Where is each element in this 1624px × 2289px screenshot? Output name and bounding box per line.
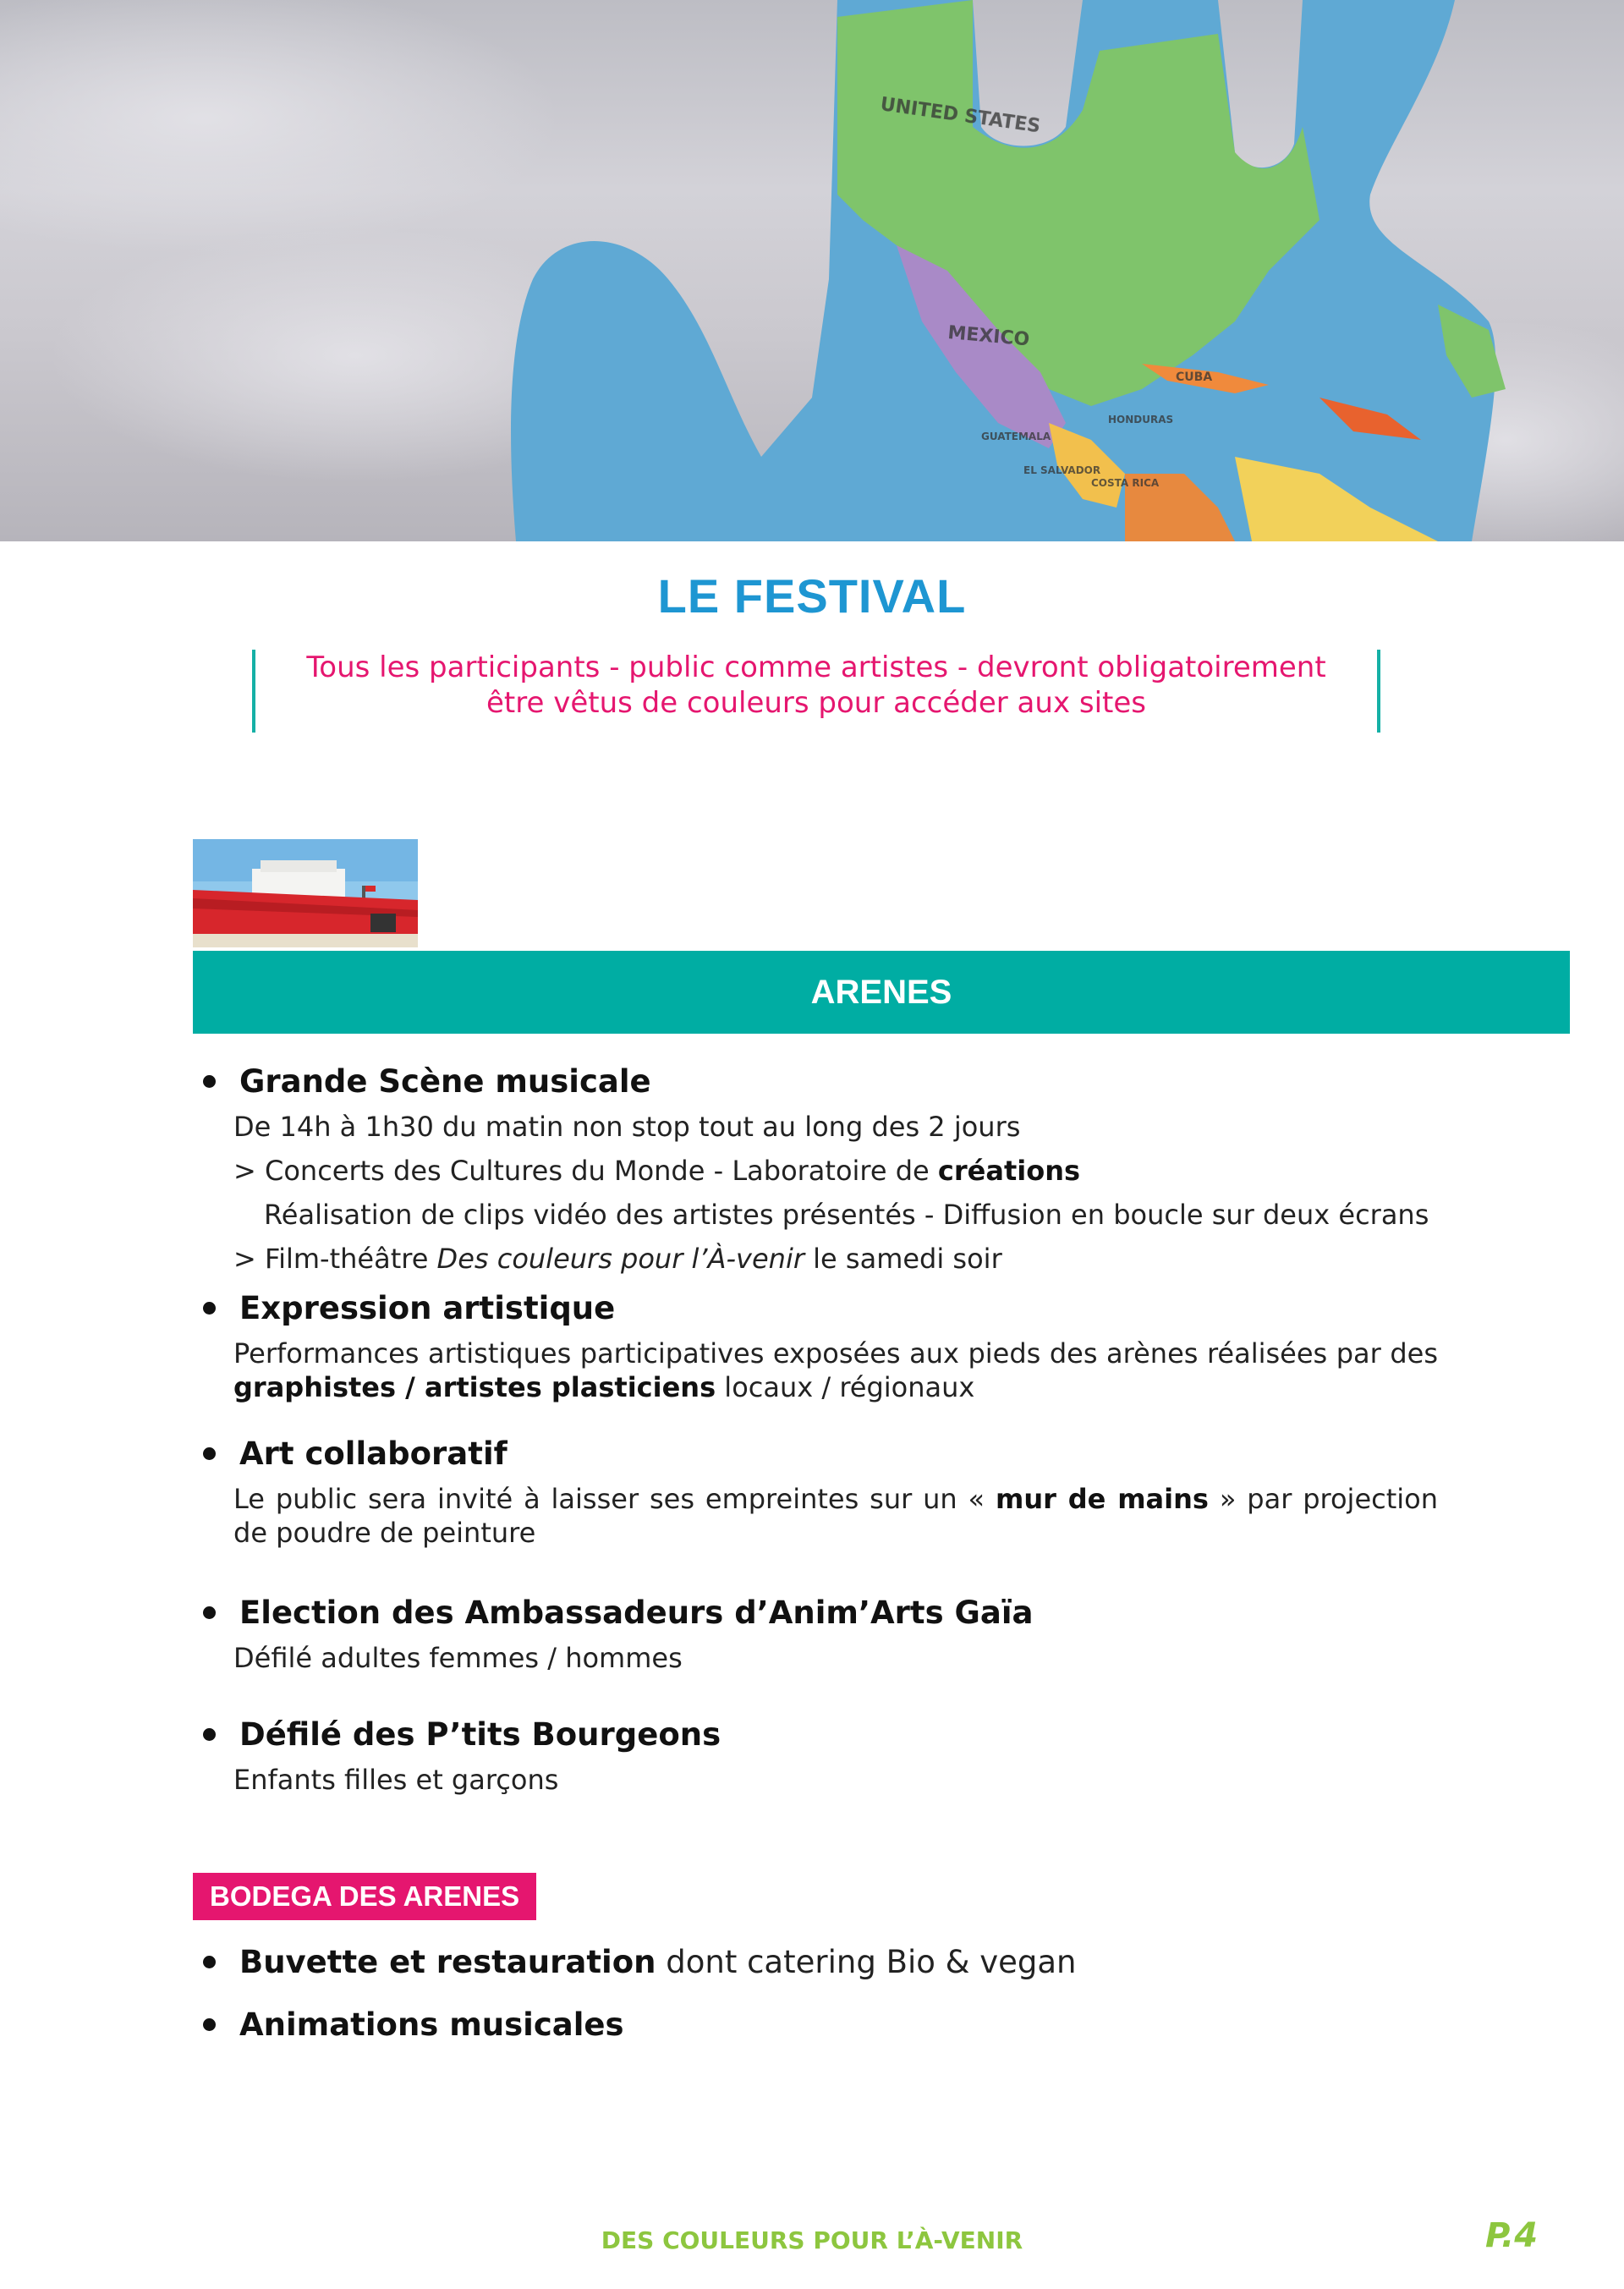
arenes-section-header: ARENES xyxy=(193,951,1570,1034)
bullet-icon xyxy=(203,1728,216,1741)
map-label-el-salvador: EL SALVADOR xyxy=(1023,464,1101,476)
bullet-icon xyxy=(203,2018,216,2031)
arena-photo xyxy=(193,839,418,947)
arenes-item-defile-ptits-bourgeons xyxy=(195,1714,1438,1797)
map-label-honduras: HONDURAS xyxy=(1108,414,1174,425)
arenes-item-election-ambassadeurs xyxy=(195,1592,1438,1675)
map-label-mexico: MEXICO xyxy=(946,322,1031,351)
bullet-icon xyxy=(203,1075,216,1088)
bold-text: Buvette et restauration xyxy=(239,1943,656,1980)
bullet-icon xyxy=(203,1606,216,1619)
item-heading: Expression artistique xyxy=(239,1289,616,1326)
item-text: Défilé adultes femmes / hommes xyxy=(233,1642,683,1674)
item-heading: Election des Ambassadeurs d’Anim’Arts Gaïa xyxy=(239,1594,1034,1631)
bodega-section-badge: BODEGA DES ARENES xyxy=(193,1873,536,1920)
intro-line-2: être vêtus de couleurs pour accéder aux sites xyxy=(486,686,1146,720)
intro-quote xyxy=(252,650,1380,733)
arenes-item-art-collaboratif xyxy=(195,1433,1438,1550)
map-label-cuba: CUBA xyxy=(1176,371,1213,384)
map-label-costa-rica: COSTA RICA xyxy=(1091,477,1160,489)
page-number: P.4 xyxy=(1485,2216,1539,2255)
bold-text: graphistes / artistes plasticiens xyxy=(233,1371,716,1403)
bodega-item-buvette: Buvette et restauration dont catering Bio & vegan xyxy=(195,1940,1077,1983)
item-text: Enfants filles et garçons xyxy=(233,1764,559,1796)
bold-text: créations xyxy=(937,1155,1081,1187)
item-line: > Concerts des Cultures du Monde - Laboratoire de créations xyxy=(233,1155,1081,1187)
item-heading: Art collaboratif xyxy=(239,1435,508,1472)
bold-text: Animations musicales xyxy=(239,2006,624,2043)
bullet-icon xyxy=(203,1956,216,1968)
bullet-icon xyxy=(203,1447,216,1460)
item-line: De 14h à 1h30 du matin non stop tout au long des 2 jours xyxy=(233,1111,1021,1143)
footer-title: DES COULEURS POUR L’À-VENIR xyxy=(601,2226,1023,2254)
item-text: Le public sera invité à laisser ses empreintes sur un « mur de mains » par projection de poudre de peinture xyxy=(233,1483,1439,1549)
bold-text: mur de mains xyxy=(996,1483,1209,1515)
page-title: LE FESTIVAL xyxy=(657,569,967,623)
item-line: Réalisation de clips vidéo des artistes présentés - Diffusion en boucle sur deux écrans xyxy=(264,1199,1429,1231)
arenes-item-grande-scene xyxy=(195,1061,1438,1276)
bullet-icon xyxy=(203,1302,216,1315)
intro-line-1: Tous les participants - public comme artistes - devront obligatoirement xyxy=(306,650,1326,684)
world-map-hand-illustration xyxy=(0,0,1624,541)
map-label-guatemala: GUATEMALA xyxy=(981,431,1051,442)
item-heading: Défilé des P’tits Bourgeons xyxy=(239,1715,721,1753)
item-heading: Grande Scène musicale xyxy=(239,1062,651,1100)
map-label-united-states: UNITED STATES xyxy=(879,94,1042,138)
item-text: Performances artistiques participatives exposées aux pieds des arènes réalisées par des graphistes / artistes plasticiens locaux / régionaux xyxy=(233,1337,1438,1403)
hero-image xyxy=(0,0,1624,541)
arenes-item-expression-artistique xyxy=(195,1287,1438,1404)
italic-text: Des couleurs pour l’À-venir xyxy=(436,1243,804,1275)
item-line: > Film-théâtre Des couleurs pour l’À-venir le samedi soir xyxy=(233,1243,1002,1275)
bodega-item-animations xyxy=(195,2003,624,2045)
